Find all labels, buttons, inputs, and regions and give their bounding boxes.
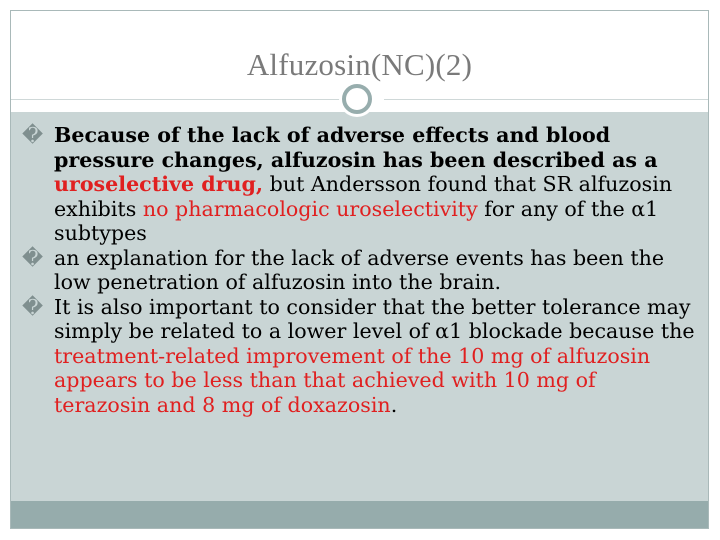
bullet-icon: � — [22, 245, 44, 270]
bullet-list — [22, 123, 698, 417]
bullet-text-segment: an explanation for the lack of adverse events has been the low penetration of alfuzosin into the brain. — [54, 245, 665, 294]
bullet-item — [22, 123, 698, 246]
bullet-text-segment: but Andersson found that SR alfuzosin exhibits — [54, 172, 673, 221]
bullet-item — [22, 295, 698, 418]
bullet-text-segment: for any of the α1 subtypes — [54, 196, 659, 245]
title-divider-right — [384, 99, 708, 100]
bullet-text-highlight: treatment-related improvement of the 10 mg of alfuzosin appears to be less than that achieved with 10 mg of terazosin and 8 mg of doxazosin — [54, 343, 651, 417]
bullet-icon: � — [22, 294, 44, 319]
bullet-text-segment: Because of the lack of adverse effects and blood pressure changes, alfuzosin has been described as a — [54, 123, 658, 172]
slide-title: Alfuzosin(NC)(2) — [246, 47, 473, 82]
title-divider-left — [11, 99, 341, 100]
bullet-text-highlight: no pharmacologic uroselectivity — [142, 196, 478, 221]
bullet-item — [22, 246, 698, 295]
bullet-text-segment: It is also important to consider that the better tolerance may simply be related to a lower level of α1 blockade because the — [54, 294, 695, 343]
bottom-bar — [11, 501, 708, 528]
bullet-text-segment: . — [390, 392, 398, 417]
bullet-icon: � — [22, 123, 44, 147]
circle-ornament-icon — [342, 84, 372, 114]
bullet-text-highlight: uroselective drug, — [54, 172, 264, 196]
